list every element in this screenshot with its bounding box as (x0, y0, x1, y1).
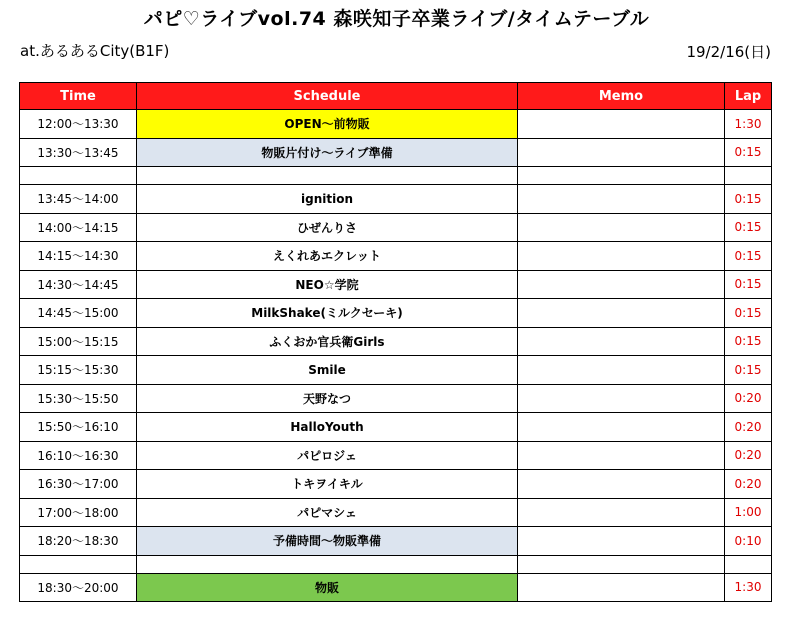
schedule-cell: Smile (137, 356, 518, 385)
schedule-cell: ふくおか官兵衛Girls (137, 327, 518, 356)
schedule-cell: HalloYouth (137, 413, 518, 442)
schedule-cell: トキヲイキル (137, 470, 518, 499)
memo-cell (518, 498, 725, 527)
lap-cell: 0:15 (725, 270, 772, 299)
time-cell: 13:45～14:00 (20, 185, 137, 214)
lap-cell (725, 167, 772, 185)
memo-cell (518, 110, 725, 139)
table-row (20, 470, 772, 499)
table-row (20, 527, 772, 556)
time-cell: 12:00～13:30 (20, 110, 137, 139)
time-cell: 14:00～14:15 (20, 213, 137, 242)
time-cell: 16:10～16:30 (20, 441, 137, 470)
schedule-cell: NEO☆学院 (137, 270, 518, 299)
time-cell: 14:30～14:45 (20, 270, 137, 299)
time-cell: 13:30～13:45 (20, 138, 137, 167)
schedule-cell: パピロジェ (137, 441, 518, 470)
lap-cell: 0:20 (725, 413, 772, 442)
memo-cell (518, 441, 725, 470)
time-cell: 15:15～15:30 (20, 356, 137, 385)
memo-cell (518, 138, 725, 167)
schedule-cell: 物販片付け～ライブ準備 (137, 138, 518, 167)
time-cell: 16:30～17:00 (20, 470, 137, 499)
lap-cell: 0:20 (725, 470, 772, 499)
date-label: 19/2/16(日) (686, 43, 771, 61)
header-lap: Lap (725, 83, 772, 110)
lap-cell: 0:15 (725, 356, 772, 385)
schedule-cell: 物販 (137, 573, 518, 602)
table-row (20, 441, 772, 470)
time-cell: 18:20～18:30 (20, 527, 137, 556)
schedule-cell: 天野なつ (137, 384, 518, 413)
schedule-cell: パピマシェ (137, 498, 518, 527)
table-row (20, 356, 772, 385)
time-cell: 14:15～14:30 (20, 242, 137, 271)
page-title: パピ♡ライブvol.74 森咲知子卒業ライブ/タイムテーブル (143, 8, 650, 30)
memo-cell (518, 356, 725, 385)
header-time: Time (20, 83, 137, 110)
memo-cell (518, 555, 725, 573)
lap-cell: 1:00 (725, 498, 772, 527)
memo-cell (518, 327, 725, 356)
lap-cell: 0:20 (725, 384, 772, 413)
lap-cell: 0:15 (725, 299, 772, 328)
lap-cell (725, 555, 772, 573)
table-row (20, 327, 772, 356)
time-cell: 17:00～18:00 (20, 498, 137, 527)
table-row (20, 498, 772, 527)
time-cell: 14:45～15:00 (20, 299, 137, 328)
header-schedule: Schedule (137, 83, 518, 110)
lap-cell: 0:15 (725, 138, 772, 167)
schedule-cell: えくれあエクレット (137, 242, 518, 271)
time-cell (20, 167, 137, 185)
table-row (20, 270, 772, 299)
time-cell: 18:30～20:00 (20, 573, 137, 602)
memo-cell (518, 167, 725, 185)
schedule-cell: MilkShake(ミルクセーキ) (137, 299, 518, 328)
table-row (20, 110, 772, 139)
table-row (20, 573, 772, 602)
table-row (20, 167, 772, 185)
lap-cell: 0:15 (725, 327, 772, 356)
lap-cell: 0:15 (725, 242, 772, 271)
table-row (20, 213, 772, 242)
schedule-cell (137, 167, 518, 185)
memo-cell (518, 299, 725, 328)
memo-cell (518, 527, 725, 556)
table-row (20, 185, 772, 214)
lap-cell: 1:30 (725, 110, 772, 139)
header-memo: Memo (518, 83, 725, 110)
table-row (20, 555, 772, 573)
memo-cell (518, 384, 725, 413)
memo-cell (518, 242, 725, 271)
memo-cell (518, 213, 725, 242)
table-row (20, 299, 772, 328)
lap-cell: 0:15 (725, 185, 772, 214)
lap-cell: 0:15 (725, 213, 772, 242)
lap-cell: 0:10 (725, 527, 772, 556)
memo-cell (518, 573, 725, 602)
time-cell: 15:00～15:15 (20, 327, 137, 356)
lap-cell: 1:30 (725, 573, 772, 602)
schedule-cell (137, 555, 518, 573)
time-cell: 15:50～16:10 (20, 413, 137, 442)
memo-cell (518, 270, 725, 299)
header-row (20, 83, 772, 110)
schedule-cell: ひぜんりさ (137, 213, 518, 242)
table-row (20, 138, 772, 167)
table-row (20, 242, 772, 271)
venue-label: at.あるあるCity(B1F) (20, 42, 170, 60)
schedule-cell: OPEN～前物販 (137, 110, 518, 139)
memo-cell (518, 470, 725, 499)
table-row (20, 413, 772, 442)
timetable (19, 82, 772, 602)
table-row (20, 384, 772, 413)
timetable-body (20, 110, 772, 602)
schedule-cell: 予備時間～物販準備 (137, 527, 518, 556)
time-cell: 15:30～15:50 (20, 384, 137, 413)
lap-cell: 0:20 (725, 441, 772, 470)
schedule-cell: ignition (137, 185, 518, 214)
memo-cell (518, 185, 725, 214)
time-cell (20, 555, 137, 573)
memo-cell (518, 413, 725, 442)
